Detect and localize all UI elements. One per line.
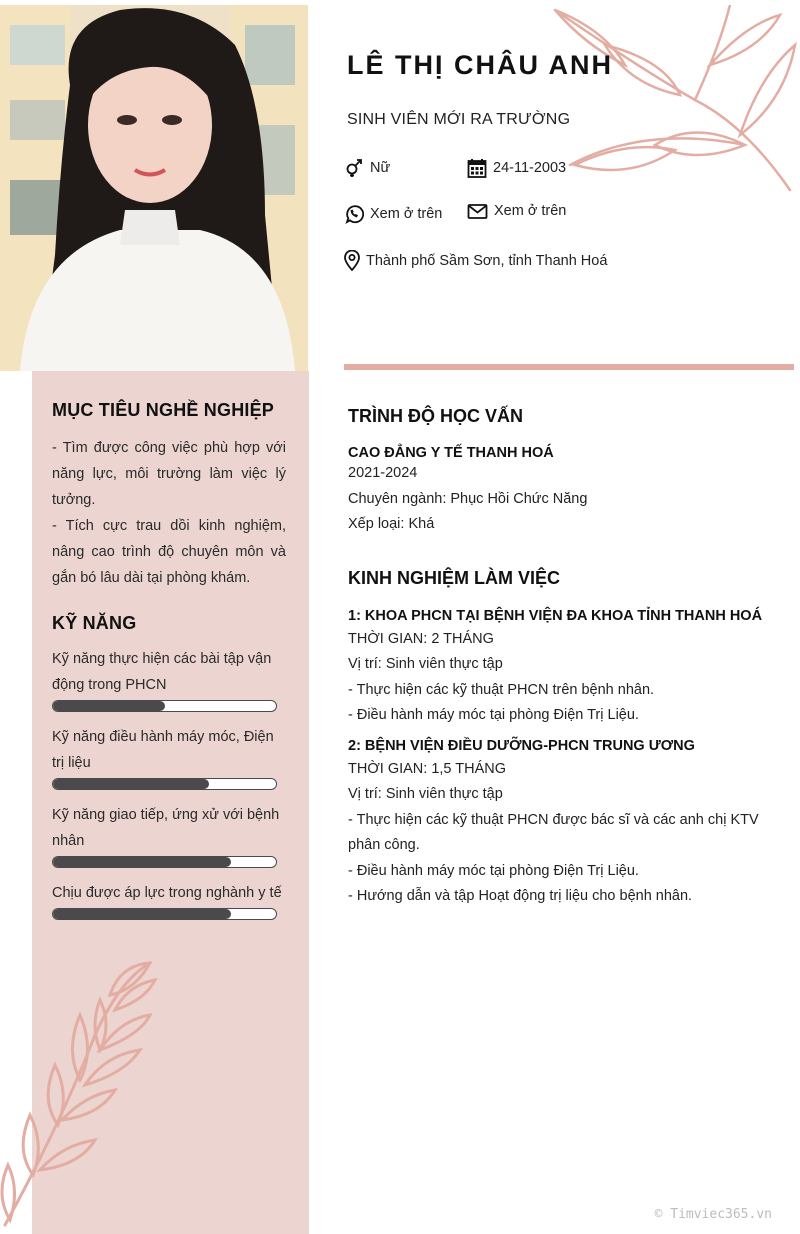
objective-line: - Tích cực trau dồi kinh nghiệm, nâng cao trình độ chuyên môn và gắn bó lâu dài tại phòng khám. bbox=[52, 518, 286, 586]
leaf-decoration-top bbox=[545, 5, 800, 205]
address-value: Thành phố Sầm Sơn, tỉnh Thanh Hoá bbox=[366, 252, 608, 269]
school-name: CAO ĐẲNG Y TẾ THANH HOÁ bbox=[348, 445, 554, 461]
job-task: - Thực hiện các kỹ thuật PHCN trên bệnh nhân. bbox=[348, 681, 655, 698]
skill-name: Chịu được áp lực trong nghành y tế bbox=[52, 885, 282, 901]
skill-bar-fill bbox=[53, 701, 165, 711]
email-info bbox=[467, 201, 566, 221]
skill-bar bbox=[52, 856, 277, 868]
mail-icon bbox=[467, 201, 488, 221]
skill-name: Kỹ năng giao tiếp, ứng xử với bệnh nhân bbox=[52, 807, 280, 849]
job-time: THỜI GIAN: 1,5 THÁNG bbox=[348, 760, 506, 777]
education-heading: TRÌNH ĐỘ HỌC VẤN bbox=[348, 406, 523, 426]
objective-text bbox=[52, 435, 286, 591]
skills-heading: KỸ NĂNG bbox=[52, 613, 137, 633]
gender-value: Nữ bbox=[370, 160, 391, 176]
objective-heading: MỤC TIÊU NGHỀ NGHIỆP bbox=[52, 400, 275, 420]
skill-name: Kỹ năng điều hành máy móc, Điện trị liệu bbox=[52, 729, 274, 771]
watermark: © Timviec365.vn bbox=[654, 1207, 772, 1222]
education-grade: Xếp loại: Khá bbox=[348, 516, 435, 532]
gender-info bbox=[344, 158, 390, 178]
job-position: Vị trí: Sinh viên thực tập bbox=[348, 656, 503, 672]
phone-value: Xem ở trên bbox=[370, 206, 443, 222]
skill-bar-fill bbox=[53, 909, 231, 919]
job-company: 2: BỆNH VIỆN ĐIỀU DƯỠNG-PHCN TRUNG ƯƠNG bbox=[348, 737, 695, 754]
skill-bar bbox=[52, 778, 277, 790]
experience-heading: KINH NGHIỆM LÀM VIỆC bbox=[348, 567, 561, 588]
phone-info bbox=[344, 204, 442, 224]
job-task: - Điều hành máy móc tại phòng Điện Trị Liệu. bbox=[348, 862, 639, 879]
candidate-name: LÊ THỊ CHÂU ANH bbox=[347, 50, 613, 80]
job-title: SINH VIÊN MỚI RA TRƯỜNG bbox=[347, 111, 571, 128]
gender-icon bbox=[344, 158, 364, 178]
skill-bar-fill bbox=[53, 779, 209, 789]
email-value: Xem ở trên bbox=[494, 203, 567, 219]
objective-line: - Tìm được công việc phù hợp với năng lực, môi trường làm việc lý tưởng. bbox=[52, 440, 286, 508]
skill-item bbox=[52, 802, 286, 868]
location-pin-icon bbox=[344, 250, 360, 271]
skill-bar-fill bbox=[53, 857, 231, 867]
main-content bbox=[348, 406, 778, 910]
job-task: - Hướng dẫn và tập Hoạt động trị liệu cho bệnh nhân. bbox=[348, 888, 693, 904]
sidebar-content bbox=[52, 400, 286, 920]
job-position: Vị trí: Sinh viên thực tập bbox=[348, 786, 503, 802]
skill-name: Kỹ năng thực hiện các bài tập vận động trong PHCN bbox=[52, 651, 272, 693]
leaf-decoration-bottom bbox=[0, 955, 160, 1234]
profile-photo bbox=[0, 5, 308, 371]
job-company: 1: KHOA PHCN TẠI BỆNH VIỆN ĐA KHOA TỈNH THANH HOÁ bbox=[348, 607, 763, 624]
calendar-icon bbox=[467, 158, 487, 178]
education-major: Chuyên ngành: Phục Hồi Chức Năng bbox=[348, 490, 588, 507]
job-task: - Điều hành máy móc tại phòng Điện Trị Liệu. bbox=[348, 707, 639, 723]
skill-item bbox=[52, 880, 286, 920]
skill-bar bbox=[52, 908, 277, 920]
birthday-value: 24-11-2003 bbox=[493, 160, 567, 176]
skill-bar bbox=[52, 700, 277, 712]
job-task: - Thực hiện các kỹ thuật PHCN được bác sĩ và các anh chị KTV phân công. bbox=[348, 811, 759, 853]
job-time: THỜI GIAN: 2 THÁNG bbox=[348, 630, 494, 647]
birthday-info bbox=[467, 158, 566, 178]
header-divider bbox=[344, 364, 794, 370]
skill-item bbox=[52, 724, 286, 790]
address-info bbox=[344, 250, 607, 271]
whatsapp-icon bbox=[344, 204, 364, 224]
education-years: 2021-2024 bbox=[348, 465, 418, 481]
skill-item bbox=[52, 646, 286, 712]
